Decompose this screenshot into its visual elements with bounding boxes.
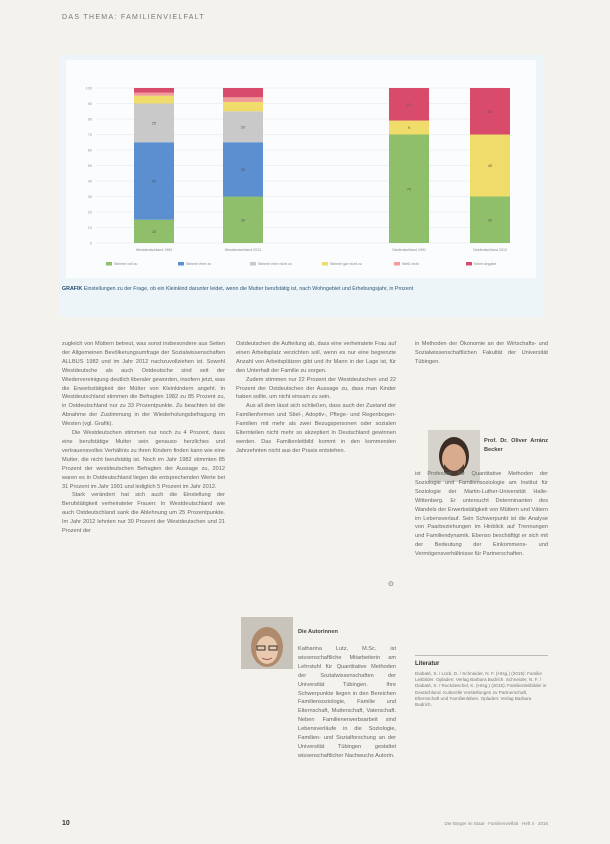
bar-value-label: 20 bbox=[240, 125, 246, 130]
page-number: 10 bbox=[62, 820, 70, 827]
y-tick-label: 20 bbox=[87, 210, 92, 215]
legend-swatch bbox=[322, 262, 328, 266]
bar-segment bbox=[134, 88, 174, 93]
col2-paragraph-3: Aus all dem lässt sich schließen, dass auch der Zustand der Familienformen und Stiel-, Adoptiv-, Pflege- und Regenbogen-Familien mit mehr als zwei Bezugspersonen oder sozialen Elternteilen nicht mehr so akzeptiert in Deutschland gewinnen werden. Das Familienleitbild kommt in den kommenden Jahrzehnten nicht aus der Praxis entstehen. bbox=[236, 403, 396, 454]
legend-label: Stimme voll zu bbox=[114, 262, 138, 266]
text-column-2 bbox=[236, 340, 396, 456]
legend-label: Keine Angabe bbox=[474, 262, 497, 266]
journal-footer: Der Bürger im Staat · Familienvielfalt · Heft 4 · 2016 bbox=[444, 821, 548, 826]
legend-swatch bbox=[394, 262, 400, 266]
legend-swatch bbox=[178, 262, 184, 266]
legend-label: Stimme eher zu bbox=[186, 262, 212, 266]
author2-bio-text bbox=[415, 470, 548, 648]
literature-divider bbox=[415, 655, 548, 656]
author1-bio: Katharina Lutz, M.Sc. ist wissenschaftliche Mitarbeiterin am Lehrstuhl für Quantitative Methoden der Sozialwissenschaften der Universität Tübingen. Ihre Schwerpunkte liegen in den Bereichen Familiensoziologie, Familie und Elternschaft, Mutterschaft, Vaterschaft. Neben Familienerwerbsarbeit sind Lebensverläufe in die Soziologie, Familien- und Sozialforschung an der Universität Tübingen gestaltet wissenschaftlicher Nachwuchs Autorin. bbox=[298, 646, 396, 759]
bar-segment bbox=[134, 93, 174, 96]
bar-value-label: 21 bbox=[406, 102, 412, 107]
y-tick-label: 30 bbox=[87, 195, 92, 199]
category-label: Ostdeutschland 1991 bbox=[392, 248, 426, 252]
bar-value-label: 30 bbox=[487, 218, 493, 223]
bar-value-label: 70 bbox=[406, 187, 412, 192]
col1-paragraph-1: zugleich von Müttern betreut, was sonst insbesondere aus Seiten der Allgemeinen Bevölkerungsumfrage der Sozialwissenschaften ALLBUS 1982 und im Jahr 2012 nachzuvollziehen ist. Sowohl Westdeutsche als auch Ostdeutsche sind seit der Wiedervereinigung deutlich liberaler geworden, insofern jetzt, was die Erwerbstätigkeit der Mütter von Kleinkindern angeht. In Westdeutschland stimmen die Befragten 1982 zu 85 Prozent zu, in Ostdeutschland nur zu 33 Prozentpunkte. Zu beachten ist die Abnahme der Zustimmung in der Wiederholungsbefragung im Westen (vgl. Grafik). bbox=[62, 341, 225, 428]
legend-label: Stimme eher nicht zu bbox=[258, 262, 292, 266]
bar-value-label: 15 bbox=[151, 229, 157, 234]
author-bio-text bbox=[236, 645, 396, 815]
legend-label: Stimme gar nicht zu bbox=[330, 262, 362, 266]
text-column-1 bbox=[62, 340, 225, 536]
y-tick-label: 40 bbox=[87, 179, 92, 184]
col2-paragraph-2: Zudem stimmen nur 22 Prozent der Westdeutschen und 22 Prozent der Ostdeutschen der Aussage zu, dass man Kinder haben sollte, um nicht einsam zu sein. bbox=[236, 376, 396, 401]
y-tick-label: 90 bbox=[87, 102, 92, 106]
y-tick-label: 60 bbox=[87, 148, 92, 153]
bar-value-label: 30 bbox=[487, 109, 493, 114]
y-tick-label: 50 bbox=[87, 164, 92, 168]
bar-value-label: 35 bbox=[240, 167, 246, 172]
bio-wrap bbox=[298, 645, 396, 759]
category-label: Westdeutschland 2012 bbox=[224, 248, 262, 252]
col1-paragraph-3: Stark verändert hat sich auch die Einstellung der Berufstätigkeit verheirateter Frauen: In Westdeutschland wie auch Ostdeutschland sank die Ablehnung um 25 Prozentpunkte. Im Jahr 2012 lehnten nur 30 Prozent der Westdeutschen und 21 Prozent der bbox=[62, 492, 225, 535]
figure-box bbox=[60, 55, 543, 317]
y-tick-label: 100 bbox=[85, 86, 92, 91]
bar-segment bbox=[223, 102, 263, 111]
y-tick-label: 80 bbox=[87, 117, 92, 122]
y-tick-label: 70 bbox=[87, 133, 92, 137]
bar-value-label: 50 bbox=[151, 179, 157, 184]
author2-name: Prof. Dr. Oliver Arránz Becker bbox=[484, 438, 548, 453]
figure-caption bbox=[62, 286, 497, 293]
caption-label: GRAFIK bbox=[62, 286, 83, 292]
authors-label: Die Autorinnen bbox=[298, 629, 338, 635]
col3-paragraph-1: in Methoden der Ökonomie an der Wirtschafts- und Sozialwissenschaftlichen Fakultät der Universität Tübingen. bbox=[415, 341, 548, 365]
author-bio-lutz bbox=[298, 628, 398, 637]
bar-segment bbox=[134, 96, 174, 104]
bar-segment bbox=[223, 88, 263, 97]
caption-text: Einstellungen zu der Frage, ob ein Kleinkind darunter leidet, wenn die Mutter berufstätig ist, nach Wohngebiet und Erhebungsjahr, in Prozent bbox=[83, 286, 414, 292]
bar-segment bbox=[223, 97, 263, 102]
legend-swatch bbox=[466, 262, 472, 266]
stacked-bar-chart bbox=[66, 60, 536, 278]
legend-label: Weiß nicht bbox=[402, 262, 419, 266]
author-bio-becker bbox=[484, 437, 548, 455]
y-tick-label: 0 bbox=[89, 241, 92, 246]
literature-title: Literatur bbox=[415, 661, 440, 667]
end-mark-icon: ⊙ bbox=[388, 581, 394, 588]
bar-value-label: 30 bbox=[240, 218, 246, 223]
col1-paragraph-2: Die Westdeutschen stimmen nur noch zu 4 Prozent, dass eine berufstätige Mutter sein genauso herzliches und vertrauensvolles Verhältnis zu ihren Kindern finden kann wie eine Mutter, die nicht berufstätig ist. Noch im Jahr 1982 stimmten 85 Prozent der westdeutschen Befragten der Aussage zu, 2012 waren es in Ostdeutschland liegen die entsprechenden Werte bei 31 Prozent im Jahr 1991 und lediglich 5 Prozent im Jahr 2012. bbox=[62, 430, 225, 490]
bar-value-label: 40 bbox=[487, 164, 493, 168]
category-label: Ostdeutschland 2012 bbox=[473, 248, 507, 252]
chart-panel bbox=[66, 60, 536, 278]
text-column-3 bbox=[415, 340, 548, 367]
y-tick-label: 10 bbox=[87, 226, 92, 230]
legend-swatch bbox=[250, 262, 256, 266]
bar-value-label: 25 bbox=[151, 121, 157, 126]
literature-text: Diabaté, S. / Lück, D. / Schneider, N. F. (Hrsg.) (2015): Familie Leitbilder. Opladen: Verlag Barbara Budrich. Schneider, N. F. / Diabaté, S. / Ruckdeschel, K. (Hrsg.) (2015): Familienleitbilder in Deutschland. Kulturelle Vorstellungen zu Partnerschaft, Elternschaft und Familienleben. Opladen: Verlag Barbara Budrich. bbox=[415, 671, 547, 708]
author2-bio: ist Professor für Quantitative Methoden der Soziologie und Familiensoziologie am Institut für Soziologie der Martin-Luther-Universität Halle-Wittenberg. Er untersucht Determinanten des Wandels der Erwerbstätigkeit von Müttern und Vätern im Lebensverlauf. Sein Schwerpunkt ist die Analyse von Paarbeziehungen im Hinblick auf Trennungen und Familiendynamik. Ebenso beschäftigt er sich mit der Bedeutung der Einkommens- und Vermögensverhältnisse für Partnerschaften. bbox=[415, 471, 548, 558]
category-label: Westdeutschland 1982 bbox=[135, 248, 173, 252]
legend-swatch bbox=[106, 262, 112, 266]
col2-paragraph-1: Ostdeutschen die Aufteilung ab, dass eine verheiratete Frau auf einen Arbeitsplatz verzichten soll, wenn es nur eine begrenzte Anzahl von Arbeitsplätzen gibt und ihr Mann in der Lage ist, für den Unterhalt der Familie zu sorgen. bbox=[236, 341, 396, 374]
bar-value-label: 9 bbox=[407, 126, 411, 131]
section-header: DAS THEMA: FAMILIENVIELFALT bbox=[62, 14, 205, 21]
